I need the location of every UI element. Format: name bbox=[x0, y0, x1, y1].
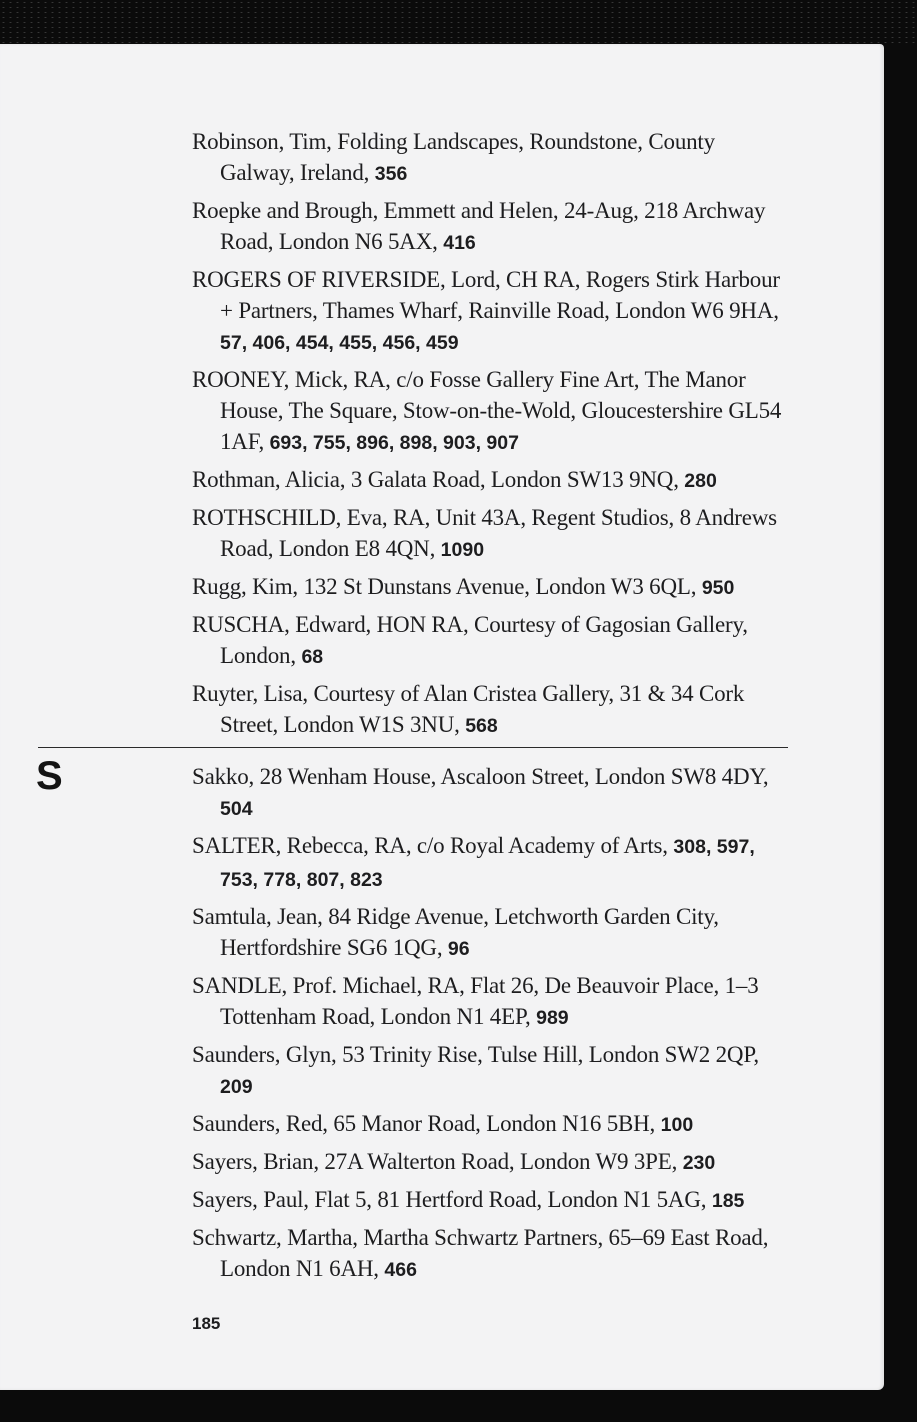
index-entry: RUSCHA, Edward, HON RA, Courtesy of Gagosian Gallery, London, 68 bbox=[192, 612, 748, 668]
index-entry: Sayers, Paul, Flat 5, 81 Hertford Road, London N1 5AG, 185 bbox=[192, 1187, 745, 1212]
index-entry: SALTER, Rebecca, RA, c/o Royal Academy of Arts, 308, 597, 753, 778, 807, 823 bbox=[192, 833, 755, 891]
index-entry: SANDLE, Prof. Michael, RA, Flat 26, De Beauvoir Place, 1–3 Tottenham Road, London N1 4EP, 989 bbox=[192, 973, 759, 1029]
index-entry: Ruyter, Lisa, Courtesy of Alan Cristea Gallery, 31 & 34 Cork Street, London W1S 3NU, 568 bbox=[192, 681, 745, 737]
page-refs: 1090 bbox=[440, 539, 485, 561]
page-refs: 950 bbox=[701, 577, 735, 599]
page-refs: 356 bbox=[374, 163, 408, 185]
page-refs: 989 bbox=[536, 1007, 569, 1029]
page-refs: 209 bbox=[220, 1076, 253, 1098]
background-texture bbox=[0, 0, 917, 44]
index-entry: ROGERS OF RIVERSIDE, Lord, CH RA, Rogers Stirk Harbour + Partners, Thames Wharf, Rainville Road, London W6 9HA, 57, 406, 454, 455, 456, 459 bbox=[192, 267, 780, 354]
page-refs: 96 bbox=[447, 938, 470, 960]
index-entry: Saunders, Glyn, 53 Trinity Rise, Tulse Hill, London SW2 2QP, 209 bbox=[192, 1042, 759, 1098]
index-entry: Roepke and Brough, Emmett and Helen, 24-Aug, 218 Archway Road, London N6 5AX, 416 bbox=[192, 198, 766, 254]
page-refs: 68 bbox=[301, 646, 324, 668]
page-refs: 100 bbox=[660, 1114, 694, 1136]
index-entry: Sakko, 28 Wenham House, Ascaloon Street, London SW8 4DY, 504 bbox=[192, 764, 769, 820]
page-refs: 185 bbox=[711, 1190, 745, 1212]
index-entry: ROONEY, Mick, RA, c/o Fosse Gallery Fine Art, The Manor House, The Square, Stow-on-the-Wold, Gloucestershire GL54 1AF, 693, 755, 896, 898, 903, 907 bbox=[192, 367, 782, 454]
index-entries-s bbox=[192, 761, 792, 1291]
index-entry: Schwartz, Martha, Martha Schwartz Partners, 65–69 East Road, London N1 6AH, 466 bbox=[192, 1225, 769, 1281]
index-entry: Sayers, Brian, 27A Walterton Road, London W9 3PE, 230 bbox=[192, 1149, 716, 1174]
index-entry: ROTHSCHILD, Eva, RA, Unit 43A, Regent Studios, 8 Andrews Road, London E8 4QN, 1090 bbox=[192, 505, 777, 561]
index-entry: Saunders, Red, 65 Manor Road, London N16 5BH, 100 bbox=[192, 1111, 694, 1136]
page-refs: 466 bbox=[384, 1259, 417, 1281]
index-entry: Rothman, Alicia, 3 Galata Road, London SW13 9NQ, 280 bbox=[192, 467, 717, 492]
page-refs: 57, 406, 454, 455, 456, 459 bbox=[220, 332, 459, 354]
page-refs: 568 bbox=[465, 715, 498, 737]
index-entries-r bbox=[192, 126, 792, 747]
page-refs: 230 bbox=[682, 1152, 716, 1174]
page-number: 185 bbox=[192, 1314, 221, 1333]
index-entry: Samtula, Jean, 84 Ridge Avenue, Letchworth Garden City, Hertfordshire SG6 1QG, 96 bbox=[192, 904, 719, 960]
section-letter: S bbox=[36, 754, 63, 798]
section-divider bbox=[38, 747, 788, 748]
page-refs: 308, 597, 753, 778, 807, 823 bbox=[220, 836, 755, 891]
page-refs: 504 bbox=[220, 798, 253, 820]
book-page bbox=[0, 44, 884, 1390]
index-entry: Robinson, Tim, Folding Landscapes, Roundstone, County Galway, Ireland, 356 bbox=[192, 129, 715, 185]
page-refs: 416 bbox=[443, 232, 476, 254]
page-refs: 280 bbox=[684, 470, 717, 492]
index-entry: Rugg, Kim, 132 St Dunstans Avenue, London W3 6QL, 950 bbox=[192, 574, 735, 599]
page-refs: 693, 755, 896, 898, 903, 907 bbox=[269, 432, 519, 454]
